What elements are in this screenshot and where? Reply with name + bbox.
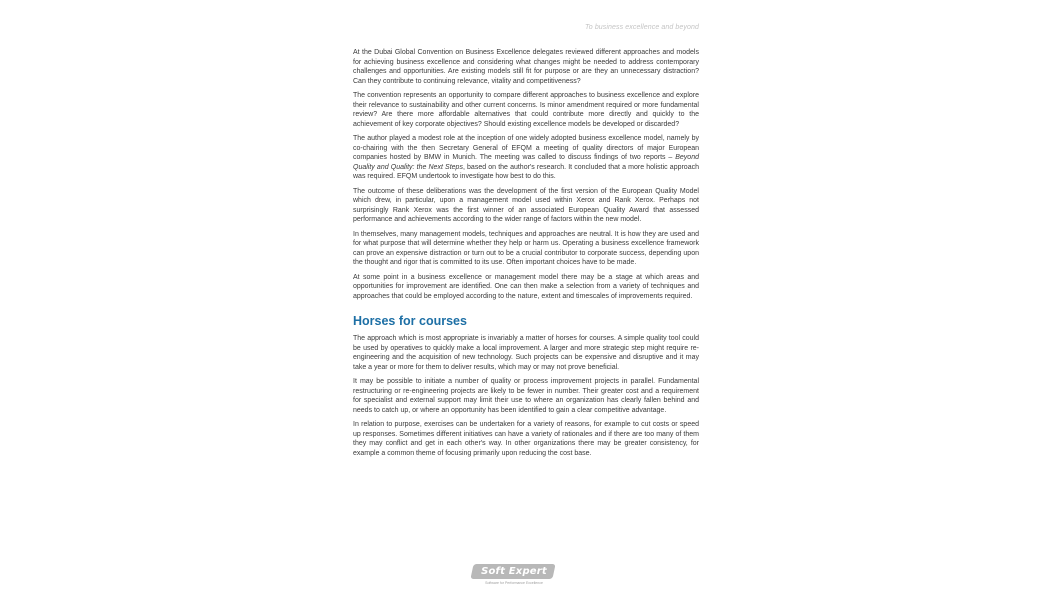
paragraph-outcome: The outcome of these deliberations was the development of the first version of the European Quality Model which drew, in particular, upon a management model used within Xerox and Rank Xerox. Perhaps not surprisingly Rank Xerox was the first winner of an associated European Quality Award that assessed performance and achievements according to the wider range of factors within the new model.: [353, 187, 699, 223]
paragraph-author: [353, 134, 699, 182]
section-heading: Horses for courses: [353, 314, 467, 328]
paragraph-intro-2: The convention represents an opportunity to compare different approaches to business excellence and explore their relevance to sustainability and other current concerns. Is minor amendment required or more fundamental review? Are there more affordable alternatives that could contribute more directly and quickly to the achievement of key corporate objectives? Should existing excellence models be developed or discarded?: [353, 92, 699, 128]
report-titles: Beyond Quality and Quality: the Next Steps: [353, 154, 699, 171]
paragraph-neutral-models: In themselves, many management models, techniques and approaches are neutral. It is how they are used and for what purpose that will determine whether they help or harm us. Operating a business excellence framework can prove an expensive distraction or turn out to be a crucial contributor to corporate success, depending upon the thought and rigor that is committed to its use. Often important choices have to be made.: [353, 230, 699, 266]
paragraph-author-text-after: , based on the author's research. It concluded that a more holistic approach was required. EFQM undertook to investigate how best to do this.: [353, 163, 699, 180]
section-paragraph-1: The approach which is most appropriate is invariably a matter of horses for courses. A simple quality tool could be used by operatives to quickly make a local improvement. A larger and more strategic step might require re-engineering and the acquisition of new technology. Such projects can be expensive and disruptive and it may take a year or more for them to deliver results, which may or may not prove beneficial.: [353, 335, 699, 371]
page-content: [353, 48, 699, 463]
logo-text: Soft Expert: [481, 566, 547, 577]
paragraph-improvement-stage: At some point in a business excellence or management model there may be a stage at which areas and opportunities for improvement are identified. One can then make a selection from a variety of techniques and approaches that could be employed according to the nature, extent and timescales of improvements required.: [353, 273, 699, 300]
paragraph-intro-1: At the Dubai Global Convention on Business Excellence delegates reviewed different approaches and models for achieving business excellence and considering what changes might be needed to address contemporary challenges and opportunities. Are existing models still fit for purpose or are they an unnecessary distraction? Can they contribute to continuing relevance, vitality and competitiveness?: [353, 49, 699, 85]
logo-tagline: Software for Performance Excellence: [485, 581, 543, 585]
running-header: To business excellence and beyond: [585, 24, 699, 31]
section-paragraph-3: In relation to purpose, exercises can be undertaken for a variety of reasons, for example to cut costs or speed up responses. Sometimes different initiatives can have a variety of rationales and if there are too many of them they may conflict and get in each other's way. In other organizations there may be greater consistency, for example a common theme of focusing primarily upon reducing the cost base.: [353, 421, 699, 457]
softexpert-logo: [472, 564, 556, 590]
paragraph-author-text-before: The author played a modest role at the inception of one widely adopted business excellence model, namely by co-chairing with the then Secretary General of EFQM a meeting of quality directors of major European companies hosted by BMW in Munich. The meeting was called to discuss findings of two reports –: [353, 135, 699, 161]
section-paragraph-2: It may be possible to initiate a number of quality or process improvement projects in parallel. Fundamental restructuring or re-engineering projects are likely to be fewer in number. Their greater cost and a requirement for specialist and external support may limit their use to where an organization has clearly fallen behind and needs to catch up, or where an opportunity has been identified to gain a clear competitive advantage.: [353, 378, 699, 414]
